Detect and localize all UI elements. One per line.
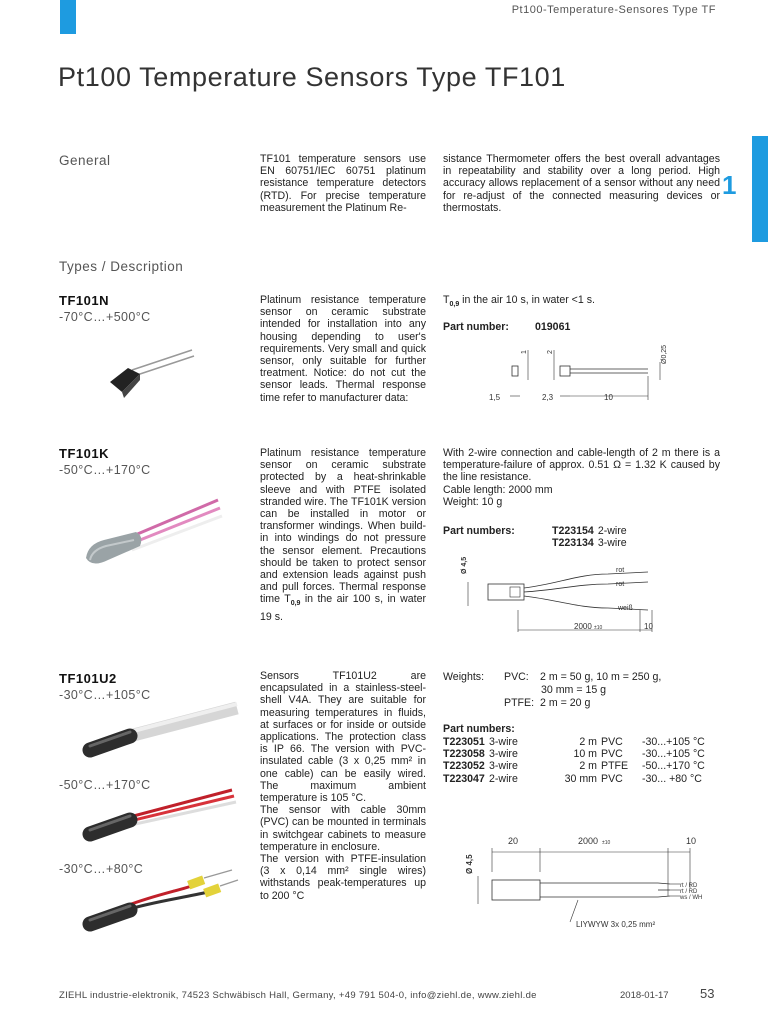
general-text-col2: sistance Thermometer offers the best overall advantages in repeatability and stability over a long period. High accuracy allows replacement of a sensor without any need for re-adjust of the connected measuring devices or thermostats. xyxy=(443,153,720,214)
tf101n-dim-5: 2 xyxy=(547,350,554,354)
tf101n-dim-4: 1 xyxy=(521,350,528,354)
tf101u2-parts-table xyxy=(443,736,723,785)
tf101u2-range-3: -30°C…+80°C xyxy=(59,862,144,876)
tf101u2-wire-label: ws / WH xyxy=(680,895,703,901)
types-heading: Types / Description xyxy=(59,259,184,274)
tf101k-dim-end: 10 xyxy=(644,622,653,631)
tf101n-dim-3: 10 xyxy=(604,393,613,402)
tf101k-info xyxy=(443,447,720,508)
tf101k-parts-table xyxy=(552,525,631,549)
tf101u2-photo-ptfe xyxy=(82,784,242,844)
table-row: T223134 3-wire xyxy=(552,537,627,550)
tf101u2-range-1: -30°C…+105°C xyxy=(59,688,151,702)
page-number: 53 xyxy=(700,986,715,1001)
tf101k-description: Platinum resistance temperature sensor on ceramic substrate protected by a heat-shrinkable sleeve and with PTFE isolated stranded wire. The TF101K version can be installed in motor or transformer windings. When build-in into windings do not pressure the sensor element. Precautions should be taken to protect sensor and extension leads against push and pull forces. Thermal response time $T_{0,9}$ in the air 100 s, in water 19 s. xyxy=(260,447,426,623)
tf101n-part-label: Part number: xyxy=(443,321,509,333)
tf101u2-weight-pvc-1: 2 m = 50 g, 10 m = 250 g, xyxy=(540,671,662,683)
tf101u2-weight-pvc-label: PVC: xyxy=(504,671,529,683)
table-row: T223047 2-wire 30 mm PVC -30... +80 °C xyxy=(443,772,702,785)
tf101u2-weight-ptfe-label: PTFE: xyxy=(504,697,535,709)
chapter-number: 1 xyxy=(722,170,737,200)
tf101k-wire-label: rot xyxy=(616,581,625,588)
tf101u2-photo-pvc xyxy=(82,700,242,760)
tf101k-part-label: Part numbers: xyxy=(443,525,515,537)
tf101k-info-line: Cable length: 2000 mm xyxy=(443,483,553,496)
tf101u2-dim-dia: Ø 4,5 xyxy=(465,854,474,874)
header-accent-bar xyxy=(60,0,76,34)
tf101k-info-line: With 2-wire connection and cable-length of 2 m there is a temperature-failure of approx. 0.51 Ω = 1.32 K caused by the line resistance. xyxy=(443,447,720,484)
tf101u2-part-label: Part numbers: xyxy=(443,723,515,735)
tf101k-dimension-drawing xyxy=(458,550,668,635)
tf101k-dim-length: 2000 xyxy=(574,622,592,631)
tf101k-photo xyxy=(78,488,228,578)
chapter-tab xyxy=(752,136,768,242)
running-title: Pt100-Temperature-Sensores Type TF xyxy=(511,4,716,16)
tf101n-dim-dia: Ø0,25 xyxy=(661,344,668,364)
tf101k-wire-label: rot xyxy=(616,567,625,574)
tf101k-info-line: Weight: 10 g xyxy=(443,495,503,508)
tf101k-code: TF101K xyxy=(59,446,109,461)
tf101u2-description: Sensors TF101U2 are encapsulated in a stainless-steel-shell V4A. They are suitable for measuring temperatures in fluids, at surfaces or for inside or outside applications. The protection class is IP 66. The version with PVC-insulated cable (3 x 0,25 mm² in one cable) can be easily wired. The maximum ambient temperature is 105 °C. The sensor with cable 30mm (PVC) can be mounted in terminals in switchgear cabinets to measure temperature in enclosure. The version with PTFE-insulation (3 x 0,14 mm² single wires) withstands peak-temperatures up to 200 °C xyxy=(260,670,426,902)
tf101u2-dim-b: 2000 xyxy=(578,836,599,846)
tf101k-dim-dia: Ø 4,5 xyxy=(461,556,468,574)
tf101u2-wire-label: rt / RD xyxy=(680,889,698,895)
table-row: T223052 3-wire 2 m PTFE -50...+170 °C xyxy=(443,760,705,773)
tf101u2-dim-c: 10 xyxy=(686,836,697,846)
tf101u2-weight-pvc-2: 30 mm = 15 g xyxy=(541,684,607,696)
tf101u2-dim-a: 20 xyxy=(508,836,519,846)
tf101k-dim-tolerance: ±10 xyxy=(594,625,603,631)
tf101u2-cable-label: LIYWYW 3x 0,25 mm² xyxy=(576,920,656,929)
table-row: T223051 3-wire 2 m PVC -30...+105 °C xyxy=(443,736,705,748)
page-title: Pt100 Temperature Sensors Type TF101 xyxy=(58,62,566,92)
tf101u2-weights-label: Weights: xyxy=(443,671,485,683)
tf101u2-weight-ptfe: 2 m = 20 g xyxy=(540,697,591,709)
table-row: T223154 2-wire xyxy=(552,525,627,537)
tf101u2-code: TF101U2 xyxy=(59,671,117,686)
tf101n-range: -70°C…+500°C xyxy=(59,310,151,324)
tf101u2-dimension-drawing xyxy=(458,828,718,938)
tf101n-photo xyxy=(100,340,200,410)
table-row: T223058 3-wire 10 m PVC -30...+105 °C xyxy=(443,748,705,761)
tf101n-code: TF101N xyxy=(59,293,109,308)
tf101u2-dim-tolerance: ±10 xyxy=(602,840,611,846)
footer-date: 2018-01-17 xyxy=(620,990,669,1001)
tf101n-description: Platinum resistance temperature sensor on ceramic substrate intended for installation into any housing depending to user's requirements. Very small and quick sensor, only suitable for further treatment. Notice: do not cut the sensor leads. Thermal response time refer to manufacturer data: xyxy=(260,294,426,404)
footer-company: ZIEHL industrie-elektronik, 74523 Schwäbisch Hall, Germany, +49 791 504-0, info@ziehl.de, www.ziehl.de xyxy=(59,990,537,1001)
general-text-col1: TF101 temperature sensors use EN 60751/IEC 60751 platinum resistance temperature detectors (RTD). For precise temperature measurement the Platinum Re- xyxy=(260,153,426,214)
tf101k-range: -50°C…+170°C xyxy=(59,463,151,477)
tf101n-response: $T_{0,9}$ in the air 10 s, in water <1 s. xyxy=(443,294,595,309)
tf101n-dim-2: 2,3 xyxy=(542,393,554,402)
tf101n-dimension-drawing xyxy=(480,340,680,410)
general-heading: General xyxy=(59,153,111,168)
tf101n-part-number: 019061 xyxy=(535,321,571,333)
tf101u2-range-2: -50°C…+170°C xyxy=(59,778,151,792)
tf101n-dim-1: 1,5 xyxy=(489,393,501,402)
tf101k-wire-label: weiß xyxy=(618,605,633,612)
tf101u2-wire-label: rt / RD xyxy=(680,883,698,889)
tf101u2-photo-30mm xyxy=(82,866,242,936)
